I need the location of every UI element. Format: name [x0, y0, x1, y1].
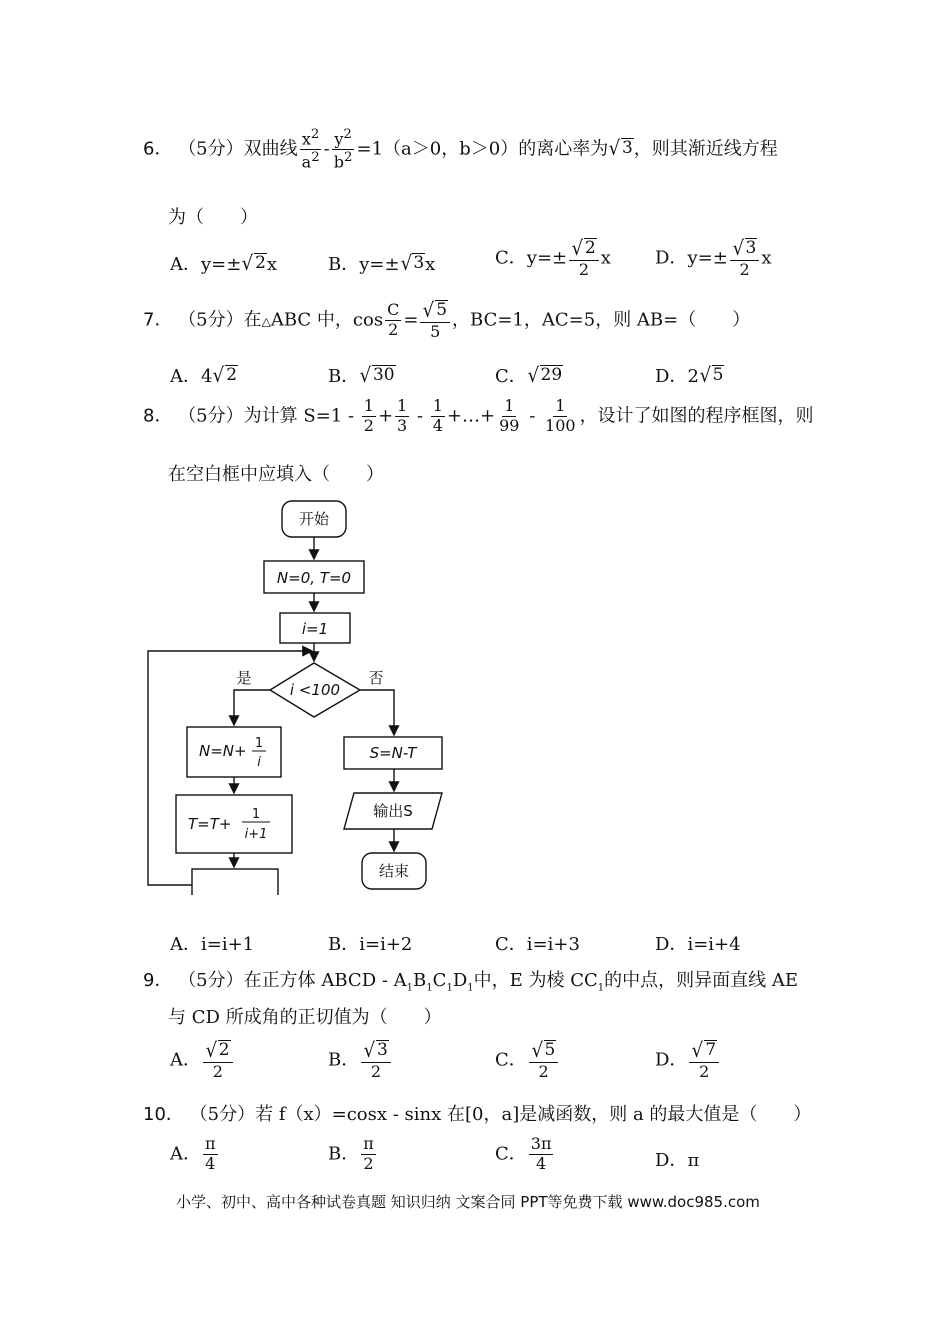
question-number: 6． [143, 138, 173, 160]
q10-option-a[interactable]: A． $\frac{\pi}{4}$ [170, 1134, 216, 1173]
q7-option-a[interactable]: A．4 √ 2 [170, 363, 238, 387]
s-assign-label: S=N-T [369, 744, 417, 762]
sqrt-expression: √ 3 [608, 135, 633, 160]
init-label: N=0, T=0 [276, 569, 352, 587]
t-update-label: T=T+ [188, 815, 232, 833]
q7-option-c[interactable]: C． √ 29 [495, 363, 563, 387]
question-points: （5分） [178, 138, 244, 160]
condition-label: i <100 [289, 681, 341, 699]
question-8-line-2: 在空白框中应填入（ ） [168, 464, 384, 485]
q9-option-b[interactable]: B． √ 3 2 [328, 1040, 393, 1081]
q7-option-d[interactable]: D．2 √ 5 [655, 363, 724, 387]
question-10-line-1: 10． （5分）若 f（x）=cosx - sinx 在[0，a]是减函数，则 a 的最大值是（ ） [143, 1104, 812, 1125]
question-6-line-2: 为（ ） [168, 207, 258, 228]
q8-option-c[interactable]: C．i=i+3 [495, 934, 580, 955]
q7-option-b[interactable]: B． √ 30 [328, 363, 395, 387]
end-label: 结束 [378, 862, 410, 880]
q9-option-d[interactable]: D． √ 7 2 [655, 1040, 721, 1081]
page-footer[interactable]: 小学、初中、高中各种试卷真题 知识归纳 文案合同 PPT等免费下载 www.doc985.com [176, 1193, 760, 1211]
q9-option-a[interactable]: A． √ 2 2 [170, 1040, 235, 1081]
q8-option-b[interactable]: B．i=i+2 [328, 934, 413, 955]
question-8-line-1: 8． （5分）为计算 S=1 - $\frac{1}{2}$ + $\frac{1}{3}$ - $\frac{1}{4}$ +…+ $\frac{1}{99}$ - $\frac{1}{100}$ ，设计了如图的程序框图，则 [143, 396, 814, 435]
q6-option-d[interactable]: D．y=± √ 3 2 x [655, 236, 772, 279]
q10-option-d[interactable]: D．π [655, 1150, 700, 1171]
q10-option-c[interactable]: C． $\frac{3\pi}{4}$ [495, 1134, 552, 1173]
question-number: 9． [143, 970, 173, 991]
n-update-label: N=N+ [199, 742, 247, 760]
svg-text:i: i [257, 755, 261, 770]
fraction-x2-a2: $\frac{x^2}{a^2}$ [301, 127, 320, 172]
question-9-line-1: 9． （5分）在正方体 ABCD - $A_1B_1C_1D_1$中，E 为棱 $CC_1$的中点，则异面直线 AE [143, 970, 799, 994]
q8-option-a[interactable]: A．i=i+1 [170, 934, 255, 955]
yes-label: 是 [236, 669, 252, 687]
blank-box [192, 869, 278, 895]
q6-option-b[interactable]: B．y=± √ 3 x [328, 251, 436, 275]
output-label: 输出S [373, 802, 413, 820]
question-number: 10． [143, 1104, 184, 1125]
question-9-line-2: 与 CD 所成角的正切值为（ ） [168, 1007, 442, 1028]
no-label: 否 [368, 669, 384, 687]
question-number: 7． [143, 309, 173, 331]
question-number: 8． [143, 405, 173, 427]
q9-option-c[interactable]: C． √ 5 2 [495, 1040, 560, 1081]
svg-text:1: 1 [251, 807, 261, 822]
start-label: 开始 [298, 510, 330, 528]
q6-option-c[interactable]: C．y=± √ 2 2 x [495, 236, 611, 279]
program-flowchart [140, 495, 460, 895]
fraction-y2-b2: $\frac{y^2}{b^2}$ [333, 127, 353, 172]
q6-option-a[interactable]: A．y=± √ 2 x [170, 251, 278, 275]
question-6-line-1: 6． （5分）双曲线 $\frac{x^2}{a^2}$ - $\frac{y^2}{b^2}$ =1（a＞0，b＞0）的离心率为 √ 3 ，则其渐近线方程 [143, 127, 778, 172]
q8-option-d[interactable]: D．i=i+4 [655, 934, 741, 955]
svg-text:i+1: i+1 [244, 827, 268, 842]
question-7-line-1: 7． （5分）在△ABC 中，cos $\frac{C}{2}$ = √ 5 5 ，BC=1，AC=5，则 AB=（ ） [143, 298, 751, 341]
i-init-label: i=1 [301, 620, 329, 638]
svg-text:1: 1 [254, 736, 264, 751]
q10-option-b[interactable]: B． $\frac{\pi}{2}$ [328, 1134, 374, 1173]
